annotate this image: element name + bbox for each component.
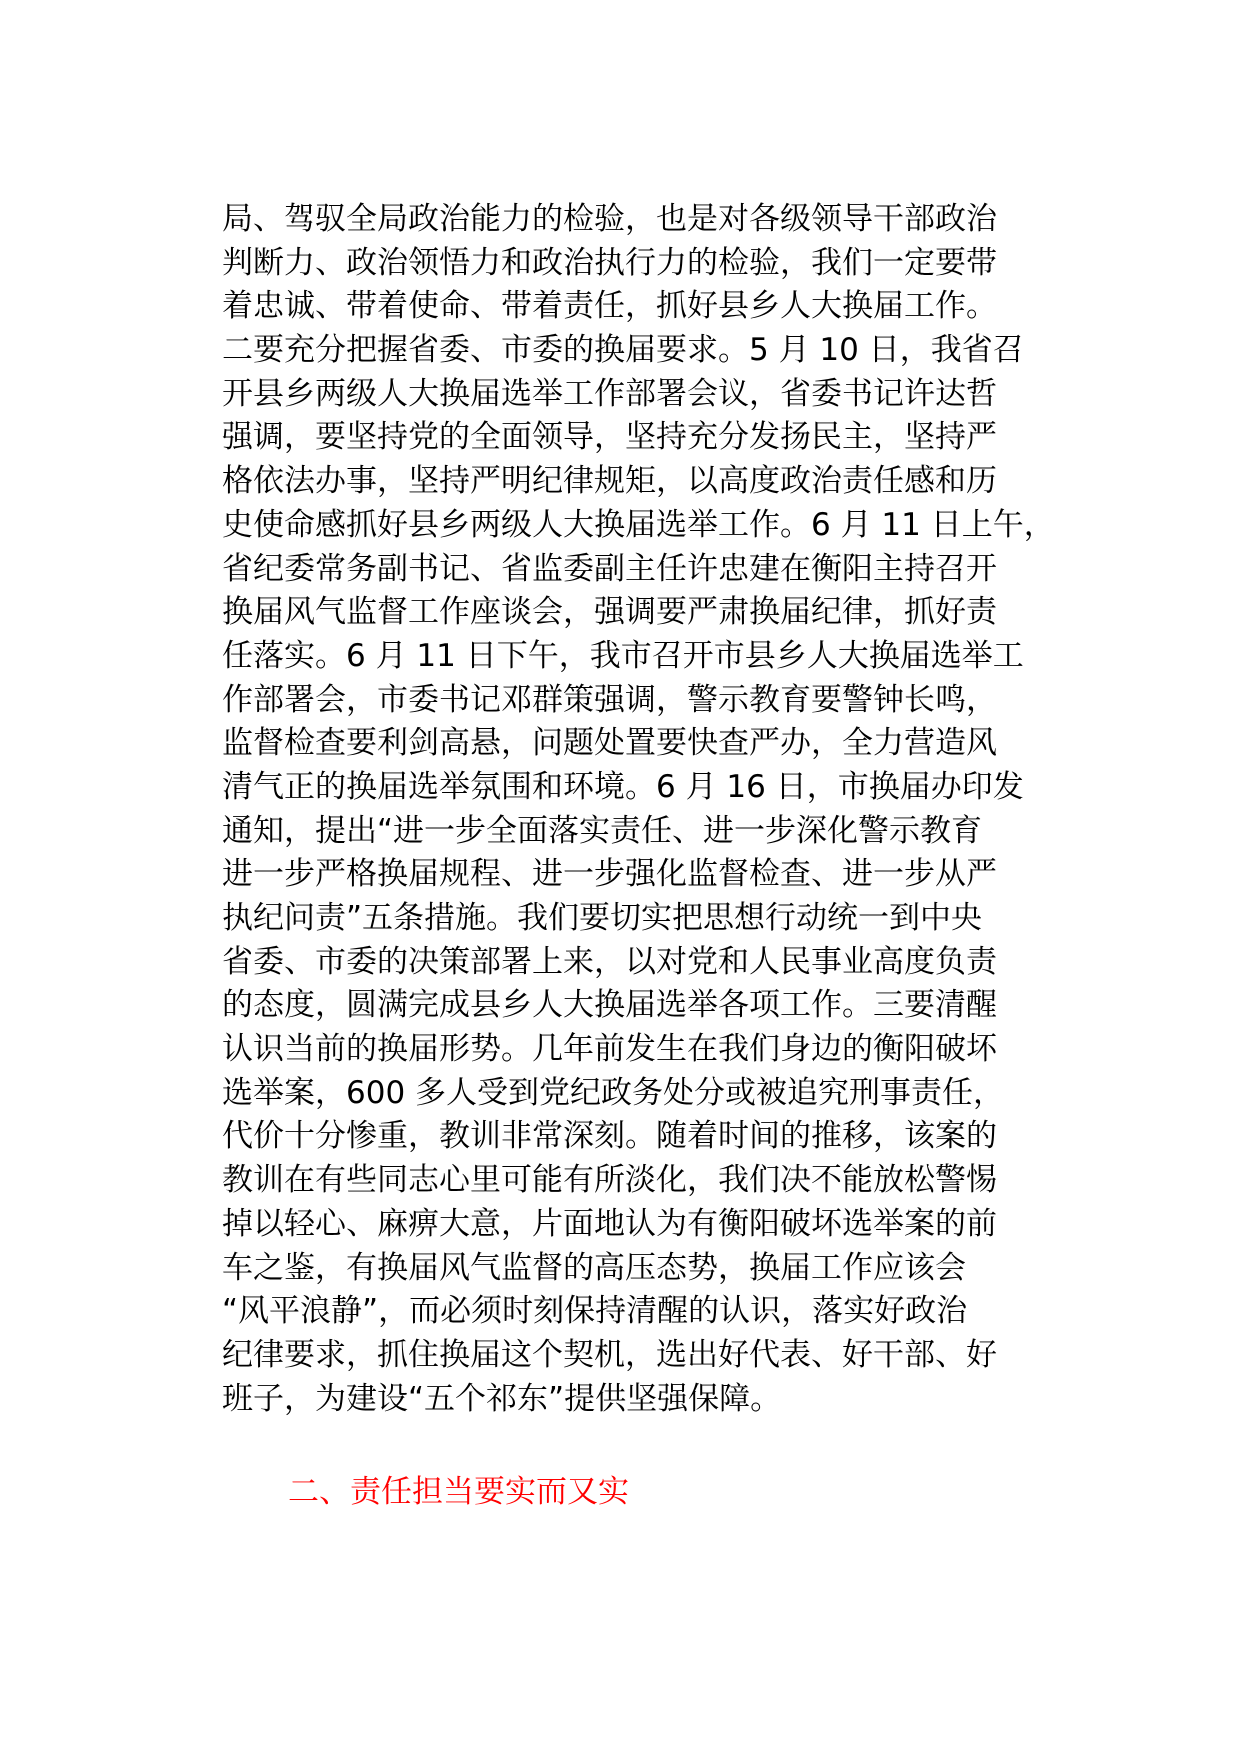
text-line: 省纪委常务副书记、省监委副主任许忠建在衡阳主持召开 (222, 550, 997, 587)
text-line: “风平浪静”，而必须时刻保持清醒的认识，落实好政治 (222, 1293, 968, 1330)
text-line: 强调，要坚持党的全面领导，坚持充分发扬民主，坚持严 (222, 419, 997, 456)
text-line: 班子，为建设“五个祁东”提供坚强保障。 (222, 1380, 782, 1417)
text-line: 换届风气监督工作座谈会，强调要严肃换届纪律，抓好责 (222, 594, 997, 631)
text-line: 监督检查要利剑高悬，问题处置要快查严办，全力营造风 (222, 725, 997, 762)
text-line: 省委、市委的决策部署上来，以对党和人民事业高度负责 (222, 943, 997, 980)
text-line: 开县乡两级人大换届选举工作部署会议，省委书记许达哲 (222, 375, 997, 412)
text-line: 判断力、政治领悟力和政治执行力的检验，我们一定要带 (222, 244, 997, 281)
text-line: 作部署会，市委书记邓群策强调，警示教育要警钟长鸣， (222, 681, 997, 718)
text-line: 的态度，圆满完成县乡人大换届选举各项工作。三要清醒 (222, 987, 997, 1024)
text-line: 史使命感抓好县乡两级人大换届选举工作。6 月 11 日上午， (222, 506, 1055, 543)
section-heading: 二、责任担当要实而又实 (288, 1474, 629, 1510)
text-line: 选举案，600 多人受到党纪政务处分或被追究刑事责任， (222, 1074, 1005, 1111)
text-line: 着忠诚、带着使命、带着责任，抓好县乡人大换届工作。 (222, 288, 997, 325)
text-line: 代价十分惨重，教训非常深刻。随着时间的推移，该案的 (222, 1118, 997, 1155)
text-line: 格依法办事，坚持严明纪律规矩，以高度政治责任感和历 (222, 463, 997, 500)
text-line: 执纪问责”五条措施。我们要切实把思想行动统一到中央 (222, 900, 983, 936)
text-line: 认识当前的换届形势。几年前发生在我们身边的衡阳破坏 (222, 1031, 997, 1068)
text-line: 纪律要求，抓住换届这个契机，选出好代表、好干部、好 (222, 1336, 997, 1373)
text-line: 二要充分把握省委、市委的换届要求。5 月 10 日，我省召 (222, 332, 1024, 369)
text-line: 通知，提出“进一步全面落实责任、进一步深化警示教育 (222, 812, 983, 849)
text-line: 车之鉴，有换届风气监督的高压态势，换届工作应该会 (222, 1249, 966, 1286)
text-line: 掉以轻心、麻痹大意，片面地认为有衡阳破坏选举案的前 (222, 1205, 997, 1242)
text-line: 局、驾驭全局政治能力的检验，也是对各级领导干部政治 (222, 201, 997, 237)
body-text (222, 198, 1122, 1421)
text-line: 清气正的换届选举氛围和环境。6 月 16 日，市换届办印发 (222, 768, 1024, 805)
text-line: 教训在有些同志心里可能有所淡化，我们决不能放松警惕 (222, 1162, 997, 1199)
text-line: 进一步严格换届规程、进一步强化监督检查、进一步从严 (222, 856, 997, 893)
text-line: 任落实。6 月 11 日下午，我市召开市县乡人大换届选举工 (222, 637, 1024, 674)
